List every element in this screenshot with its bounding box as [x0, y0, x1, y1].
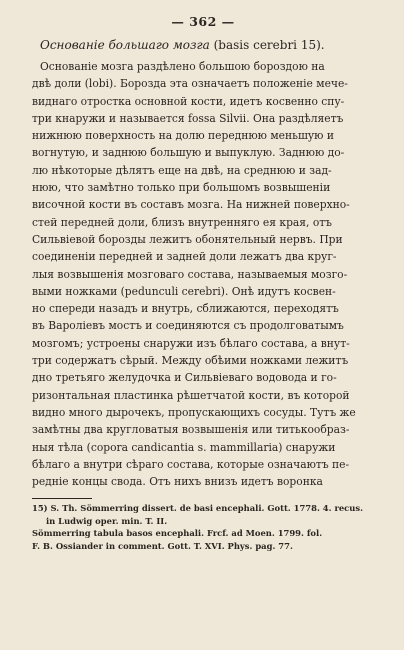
body-line: три кнаружи и называется fossa Silvii. Она раздѣляетъ	[32, 111, 344, 125]
body-line: лыя возвышенія мозговаго состава, называемыя мозго-	[32, 267, 348, 281]
body-line: виднаго отростка основной кости, идетъ косвенно спу-	[32, 94, 345, 108]
footnote-rule	[32, 498, 92, 499]
body-line: стей передней доли, близъ внутренняго ея края, отъ	[32, 215, 332, 229]
body-line: редніе концы свода. Отъ нихъ внизъ идетъ воронка	[32, 475, 323, 489]
page-number: — 362 —	[171, 14, 235, 29]
body-line: вогнутую, и заднюю большую и выпуклую. Заднюю до-	[32, 146, 345, 160]
body-line: но спереди назадъ и внутрь, сближаются, переходятъ	[32, 302, 339, 316]
section-title: Основаніе большаго мозга	[40, 38, 210, 52]
body-line: въ Варoліевъ мостъ и соединяются съ продолговатымъ	[32, 319, 344, 333]
body-line: нижнюю поверхность на долю переднюю меньшую и	[32, 129, 335, 143]
body-line: соединеніи передней и задней доли лежатъ два круг-	[32, 250, 337, 264]
body-line: лю нѣкоторые дѣлятъ еще на двѣ, на среднюю и зад-	[32, 163, 332, 177]
body-line: ризонтальная пластинка рѣшетчатой кости, въ которой	[32, 388, 350, 402]
footnote-line: in Ludwig oper. min. T. II.	[46, 515, 168, 526]
footnote-line: Sömmerring tabula basos encephali. Frcf. ad Moen. 1799. fol.	[32, 528, 323, 539]
body-line: видно много дырочекъ, пропускающихъ сосуды. Тутъ же	[32, 405, 356, 419]
body-line: бѣлаго а внутри сѣраго состава, которые означаютъ пе-	[32, 457, 350, 471]
footnotes	[32, 502, 374, 552]
body-line: замѣтны два кругловатыя возвышенія или титькообраз-	[32, 423, 350, 437]
body-line: нюю, что замѣтно только при большомъ возвышеніи	[32, 181, 331, 195]
body-line: височной кости въ составъ мозга. На нижней поверхно-	[32, 198, 350, 212]
body-line: Основаніе мозга раздѣлено большою бороздою на	[40, 60, 325, 73]
body-line: ныя тѣла (copora candicantia s. mammillaria) снаружи	[32, 440, 336, 454]
section-heading	[40, 37, 374, 54]
body-line: двѣ доли (lobi). Борозда эта означаетъ положеніе мече-	[32, 77, 348, 91]
body-paragraph	[32, 58, 374, 490]
section-latin-title: (basis cerebri 15).	[213, 38, 325, 52]
footnote-line: F. B. Ossiander in comment. Gott. T. XVI. Phys. pag. 77.	[32, 540, 293, 551]
body-line: мозгомъ; устроены снаружи изъ бѣлаго состава, а внут-	[32, 336, 350, 350]
body-line: выми ножками (pedunculi cerebri). Онѣ идутъ косвен-	[32, 284, 336, 298]
footnote-line: 15) S. Th. Sömmerring dissert. de basi encephali. Gott. 1778. 4. recus.	[32, 503, 364, 514]
body-line: дно третьяго желудочка и Сильвіеваго водовода и го-	[32, 371, 337, 385]
body-line: Сильвіевой борозды лежитъ обонятельный нервъ. При	[32, 232, 343, 246]
body-line: три содержатъ сѣрый. Между обѣими ножками лежитъ	[32, 354, 349, 368]
